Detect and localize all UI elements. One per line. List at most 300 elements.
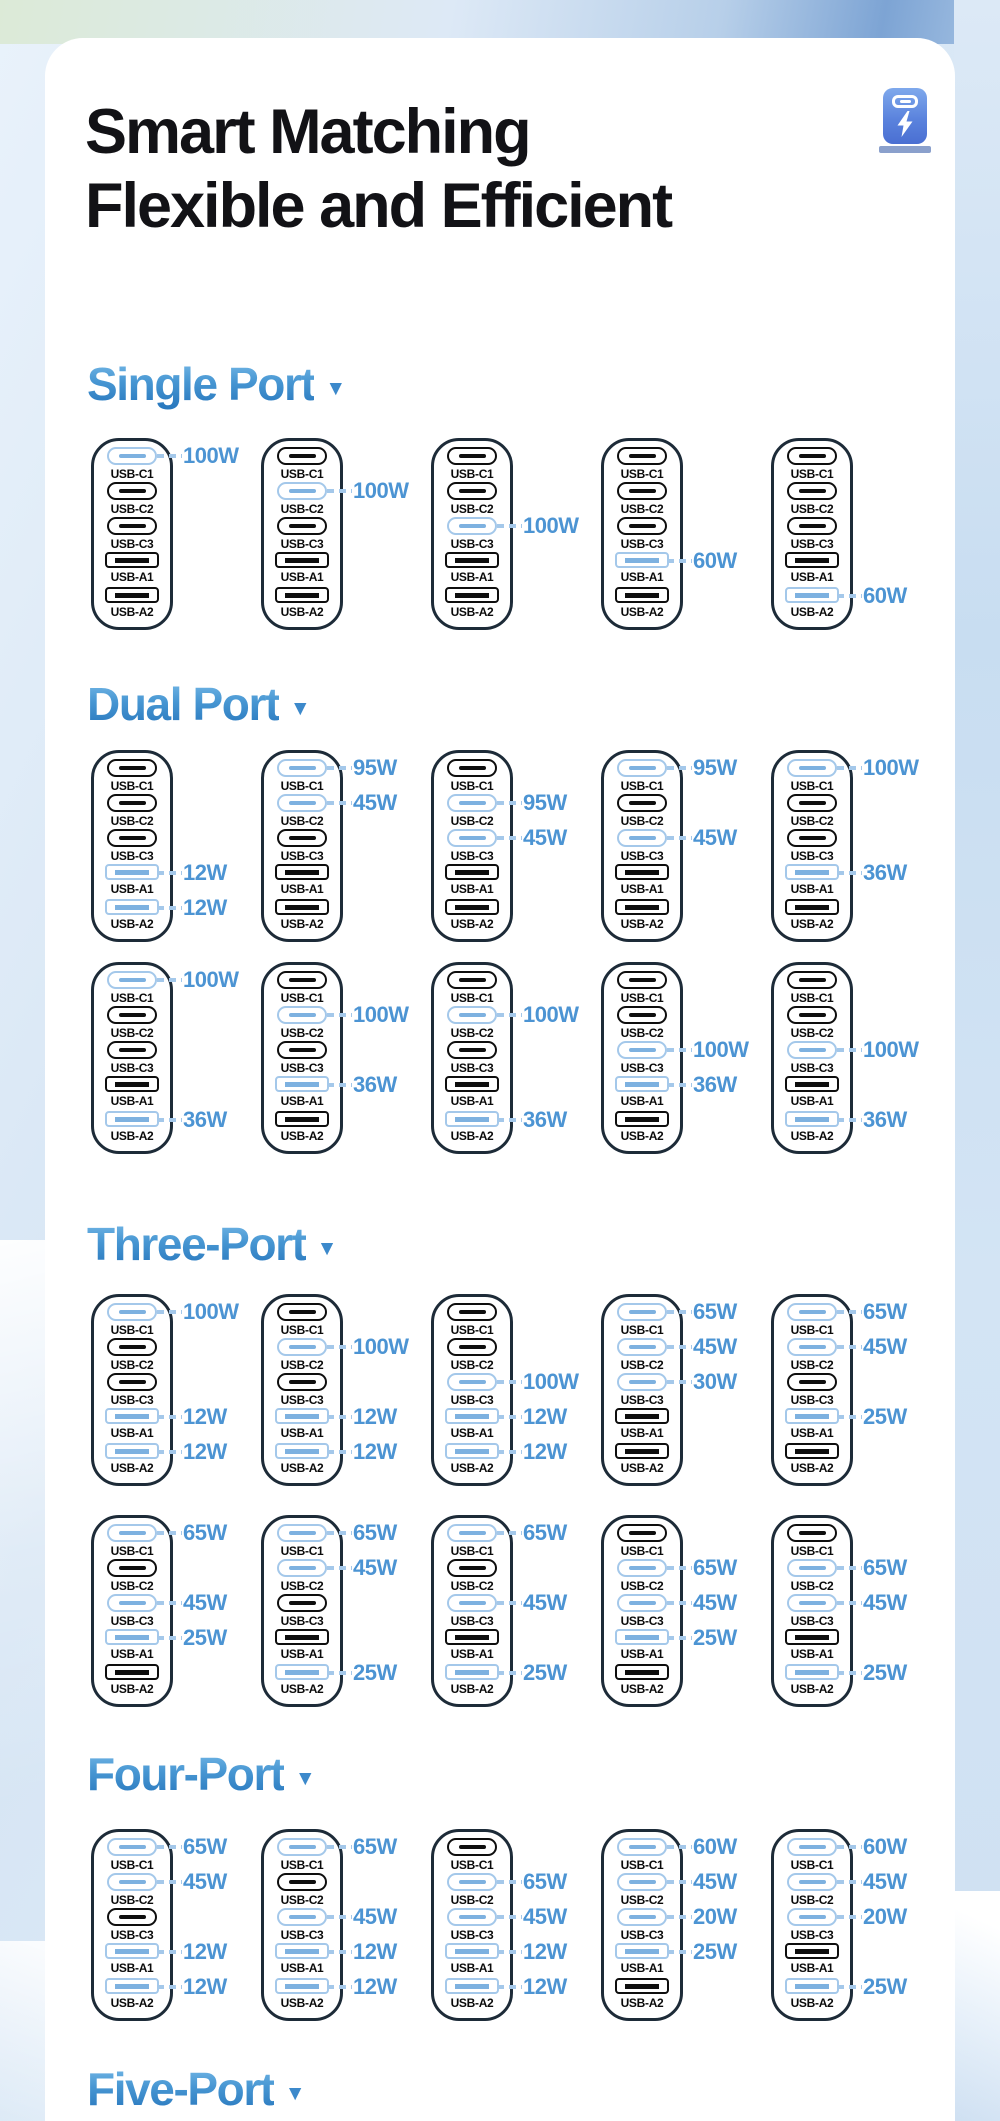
wattage-callout: [837, 1039, 918, 1061]
port-label: USB-A2: [790, 605, 834, 619]
port-usb-c3: [264, 517, 340, 551]
wattage-label: 45W: [693, 1334, 737, 1359]
port-usb-c1: [264, 1303, 340, 1337]
port-label: USB-C1: [280, 1858, 324, 1872]
port-label: USB-A2: [280, 1996, 324, 2010]
usb-c-port-icon: [447, 1041, 497, 1059]
wattage-callout: [667, 1336, 737, 1358]
wattage-callout: [667, 550, 737, 572]
port-label: USB-C3: [790, 1614, 834, 1628]
charger-diagram: [771, 962, 919, 1154]
port-label: USB-C2: [620, 502, 664, 516]
wattage-callout: [157, 1941, 227, 1963]
wattage-label: 65W: [353, 1520, 397, 1545]
port-usb-c3: [434, 513, 579, 551]
usb-c-port-icon: [107, 1338, 157, 1356]
wattage-label: 12W: [353, 1939, 397, 1964]
usb-c-port-icon: [447, 1303, 497, 1321]
port-usb-c3: [774, 1590, 907, 1628]
wattage-label: 65W: [523, 1520, 567, 1545]
port-usb-a1: [94, 1076, 170, 1110]
port-label: USB-A1: [450, 1961, 494, 1975]
port-label: USB-A2: [110, 1129, 154, 1143]
charger-diagram: [431, 1294, 579, 1486]
port-label: USB-C2: [620, 1026, 664, 1040]
port-usb-c2: [604, 1334, 737, 1372]
wattage-callout: [157, 1592, 227, 1614]
usb-c-port-icon: [277, 1041, 327, 1059]
port-usb-c2: [94, 1559, 170, 1593]
port-usb-a1: [604, 864, 680, 898]
usb-a-port-icon: [615, 1978, 669, 1994]
usb-a-port-icon: [105, 899, 159, 915]
usb-c-port-icon: [787, 1559, 837, 1577]
port-usb-c3: [774, 517, 850, 551]
port-usb-c2: [774, 482, 850, 516]
wattage-label: 12W: [523, 1939, 567, 1964]
port-usb-c3: [434, 1590, 567, 1628]
wattage-label: 45W: [863, 1334, 907, 1359]
wattage-callout: [157, 1871, 227, 1893]
port-usb-c1: [434, 1838, 510, 1872]
usb-a-port-icon: [275, 899, 329, 915]
charger-row: [45, 1294, 955, 1486]
usb-a-port-icon: [785, 899, 839, 915]
port-label: USB-A1: [790, 1094, 834, 1108]
dashed-connector: [497, 1880, 522, 1883]
usb-c-port-icon: [787, 1303, 837, 1321]
port-usb-a2: [264, 587, 340, 621]
port-label: USB-C1: [110, 1544, 154, 1558]
port-label: USB-A2: [450, 1461, 494, 1475]
usb-c-port-icon: [447, 1338, 497, 1356]
port-label: USB-C2: [620, 1579, 664, 1593]
dashed-connector: [327, 1845, 352, 1848]
charging-station-icon: [881, 88, 929, 158]
usb-c-port-icon: [107, 1041, 157, 1059]
port-label: USB-C3: [280, 1393, 324, 1407]
port-label: USB-C3: [280, 1614, 324, 1628]
usb-c-port-icon: [787, 1041, 837, 1059]
port-label: USB-C1: [450, 1323, 494, 1337]
wattage-callout: [667, 1836, 737, 1858]
wattage-label: 12W: [353, 1439, 397, 1464]
port-label: USB-C3: [790, 1928, 834, 1942]
port-label: USB-C3: [620, 1928, 664, 1942]
wattage-callout: [327, 1906, 397, 1928]
chevron-down-icon: ▼: [294, 1767, 316, 1790]
wattage-label: 25W: [863, 1404, 907, 1429]
wattage-callout: [497, 1004, 578, 1026]
port-usb-c3: [774, 829, 850, 863]
wattage-callout: [327, 480, 408, 502]
port-label: USB-A1: [450, 570, 494, 584]
section-heading-single-port[interactable]: [87, 355, 346, 413]
port-usb-a1: [774, 1404, 907, 1442]
port-usb-a1: [434, 1076, 510, 1110]
dashed-connector: [837, 1880, 862, 1883]
charger-diagram: [601, 1829, 737, 2021]
wattage-callout: [157, 897, 227, 919]
usb-c-port-icon: [787, 1838, 837, 1856]
port-usb-a2: [434, 1107, 567, 1145]
charger-diagram: [261, 750, 397, 942]
wattage-label: 65W: [863, 1555, 907, 1580]
dashed-connector: [157, 871, 182, 874]
usb-a-port-icon: [445, 1408, 499, 1424]
wattage-callout: [667, 1074, 737, 1096]
port-label: USB-A2: [110, 917, 154, 931]
usb-a-port-icon: [615, 1943, 669, 1959]
charging-station-base: [879, 146, 931, 153]
dashed-connector: [327, 1450, 352, 1453]
wattage-callout: [497, 1662, 567, 1684]
wattage-label: 65W: [693, 1555, 737, 1580]
port-label: USB-C3: [450, 1614, 494, 1628]
usb-c-port-icon: [107, 1373, 157, 1391]
port-usb-a2: [264, 1974, 397, 2012]
usb-a-port-icon: [785, 1978, 839, 1994]
port-label: USB-C3: [620, 537, 664, 551]
wattage-label: 12W: [523, 1404, 567, 1429]
port-label: USB-A2: [620, 917, 664, 931]
wattage-callout: [327, 1441, 397, 1463]
port-label: USB-C2: [790, 502, 834, 516]
port-usb-a1: [94, 860, 227, 898]
usb-a-port-icon: [105, 1664, 159, 1680]
port-label: USB-A1: [110, 882, 154, 896]
port-usb-a2: [604, 899, 680, 933]
usb-a-port-icon: [785, 1111, 839, 1127]
usb-c-port-icon: [107, 1524, 157, 1542]
wattage-label: 100W: [183, 443, 239, 468]
dashed-connector: [157, 906, 182, 909]
usb-c-port-icon: [617, 1908, 667, 1926]
wattage-label: 45W: [183, 1590, 227, 1615]
dashed-connector: [667, 1636, 692, 1639]
usb-a-port-icon: [445, 1943, 499, 1959]
port-label: USB-A2: [280, 1461, 324, 1475]
wattage-callout: [497, 827, 567, 849]
usb-c-port-icon: [617, 971, 667, 989]
section-heading-dual-port[interactable]: [87, 675, 311, 733]
usb-c-port-icon: [277, 1338, 327, 1356]
wattage-label: 36W: [353, 1072, 397, 1097]
dashed-connector: [327, 1345, 352, 1348]
wattage-callout: [157, 1627, 227, 1649]
port-usb-a1: [774, 552, 850, 586]
dashed-connector: [667, 1566, 692, 1569]
dashed-connector: [667, 1310, 692, 1313]
port-label: USB-A1: [280, 1961, 324, 1975]
port-label: USB-C1: [110, 1323, 154, 1337]
port-usb-c2: [94, 1006, 170, 1040]
usb-c-port-icon: [277, 1373, 327, 1391]
port-usb-a1: [774, 860, 907, 898]
chevron-down-icon: ▼: [316, 1237, 338, 1260]
dashed-connector: [497, 836, 522, 839]
dashed-connector: [157, 1950, 182, 1953]
wattage-label: 65W: [183, 1520, 227, 1545]
wattage-label: 60W: [693, 1834, 737, 1859]
wattage-callout: [667, 1592, 737, 1614]
usb-c-port-icon: [107, 1006, 157, 1024]
wattage-label: 12W: [183, 1404, 227, 1429]
wattage-callout: [497, 515, 578, 537]
charger-row: [45, 438, 955, 630]
chevron-down-icon: ▼: [325, 377, 347, 400]
usb-c-port-icon: [447, 1594, 497, 1612]
wattage-label: 36W: [183, 1107, 227, 1132]
section-heading-label: Four-Port: [87, 1748, 284, 1800]
wattage-label: 100W: [353, 1334, 409, 1359]
wattage-callout: [837, 1592, 907, 1614]
port-usb-a2: [604, 587, 680, 621]
port-usb-a2: [264, 1439, 397, 1477]
usb-a-port-icon: [785, 1408, 839, 1424]
wattage-label: 45W: [693, 825, 737, 850]
wattage-callout: [497, 1871, 567, 1893]
port-usb-a2: [264, 1111, 340, 1145]
charger-diagram: [91, 1294, 239, 1486]
port-usb-a1: [774, 1076, 850, 1110]
port-label: USB-C1: [790, 991, 834, 1005]
port-label: USB-C1: [280, 1323, 324, 1337]
charger-diagram: [431, 438, 579, 630]
port-label: USB-A2: [620, 1129, 664, 1143]
port-label: USB-A1: [110, 1647, 154, 1661]
section-heading-label: Five-Port: [87, 2063, 274, 2115]
charger-diagram: [771, 1829, 907, 2021]
port-label: USB-C3: [620, 849, 664, 863]
usb-a-port-icon: [785, 1443, 839, 1459]
port-usb-c1: [604, 755, 737, 793]
dashed-connector: [497, 524, 522, 527]
port-label: USB-A2: [110, 1461, 154, 1475]
port-label: USB-C2: [110, 1893, 154, 1907]
port-usb-a2: [94, 895, 227, 933]
usb-a-port-icon: [105, 587, 159, 603]
dashed-connector: [157, 1310, 182, 1313]
wattage-callout: [157, 1522, 227, 1544]
port-label: USB-A2: [450, 1996, 494, 2010]
wattage-label: 12W: [183, 1974, 227, 1999]
dashed-connector: [667, 559, 692, 562]
background-right-strip: [954, 0, 1000, 2121]
wattage-label: 65W: [183, 1834, 227, 1859]
dashed-connector: [667, 1845, 692, 1848]
usb-c-port-icon: [447, 517, 497, 535]
port-label: USB-C2: [280, 1358, 324, 1372]
port-label: USB-C3: [450, 1928, 494, 1942]
dashed-connector: [837, 1601, 862, 1604]
wattage-label: 36W: [863, 860, 907, 885]
dashed-connector: [497, 1013, 522, 1016]
port-label: USB-A2: [280, 1682, 324, 1696]
port-label: USB-C2: [620, 1893, 664, 1907]
usb-a-port-icon: [785, 1943, 839, 1959]
usb-c-port-icon: [107, 1873, 157, 1891]
wattage-callout: [157, 1406, 227, 1428]
port-usb-c3: [264, 829, 340, 863]
wattage-callout: [157, 862, 227, 884]
usb-c-port-icon: [787, 447, 837, 465]
port-usb-c3: [604, 825, 737, 863]
wattage-callout: [837, 585, 907, 607]
port-label: USB-C1: [620, 991, 664, 1005]
wattage-label: 25W: [183, 1625, 227, 1650]
dashed-connector: [157, 978, 182, 981]
background-left-streak: [0, 1240, 48, 1800]
port-usb-c2: [94, 1869, 227, 1907]
dashed-connector: [667, 1880, 692, 1883]
usb-a-port-icon: [275, 1076, 329, 1092]
port-label: USB-C2: [110, 814, 154, 828]
usb-c-port-icon: [277, 971, 327, 989]
port-usb-a2: [434, 1660, 567, 1698]
page-title-line1: Smart Matching: [85, 97, 530, 167]
usb-a-port-icon: [615, 1408, 669, 1424]
port-label: USB-C2: [790, 1358, 834, 1372]
wattage-callout: [327, 1941, 397, 1963]
wattage-label: 45W: [523, 1904, 567, 1929]
usb-a-port-icon: [445, 864, 499, 880]
wattage-label: 25W: [353, 1660, 397, 1685]
wattage-callout: [837, 1109, 907, 1131]
dashed-connector: [837, 1345, 862, 1348]
port-label: USB-C3: [110, 1614, 154, 1628]
port-usb-c2: [434, 1559, 510, 1593]
usb-c-port-icon: [277, 1594, 327, 1612]
wattage-label: 65W: [693, 1299, 737, 1324]
usb-a-port-icon: [275, 1943, 329, 1959]
background-bottom-right-streak: [954, 1891, 1000, 2121]
charger-diagram: [601, 1294, 737, 1486]
charging-station-body: [883, 88, 927, 144]
port-usb-c1: [264, 755, 397, 793]
port-usb-a1: [94, 552, 170, 586]
port-usb-c2: [264, 478, 409, 516]
port-label: USB-C1: [450, 1544, 494, 1558]
usb-a-port-icon: [785, 1629, 839, 1645]
section-heading-five-port[interactable]: [87, 2060, 306, 2118]
port-usb-c1: [604, 1299, 737, 1337]
port-usb-c1: [264, 971, 340, 1005]
port-usb-c1: [774, 1834, 907, 1872]
usb-a-port-icon: [445, 1978, 499, 1994]
dashed-connector: [667, 1950, 692, 1953]
port-usb-a1: [604, 1408, 680, 1442]
port-label: USB-C2: [110, 502, 154, 516]
port-label: USB-A2: [620, 605, 664, 619]
port-usb-a1: [774, 1629, 850, 1663]
usb-c-port-icon: [277, 517, 327, 535]
wattage-label: 60W: [863, 1834, 907, 1859]
port-label: USB-A2: [620, 1682, 664, 1696]
charger-diagram: [431, 1829, 567, 2021]
usb-c-port-icon: [447, 794, 497, 812]
port-usb-c1: [434, 1303, 510, 1337]
wattage-label: 36W: [523, 1107, 567, 1132]
wattage-callout: [327, 792, 397, 814]
port-usb-a1: [604, 1939, 737, 1977]
usb-c-port-icon: [277, 447, 327, 465]
port-usb-c3: [774, 1373, 850, 1407]
wattage-callout: [497, 1109, 567, 1131]
port-label: USB-C1: [280, 467, 324, 481]
wattage-label: 30W: [693, 1369, 737, 1394]
usb-a-port-icon: [445, 1664, 499, 1680]
port-label: USB-A1: [450, 882, 494, 896]
wattage-callout: [837, 1976, 907, 1998]
usb-a-port-icon: [615, 587, 669, 603]
port-usb-c3: [434, 825, 567, 863]
port-label: USB-C3: [280, 1928, 324, 1942]
usb-c-port-icon: [787, 759, 837, 777]
port-usb-c1: [604, 971, 680, 1005]
port-label: USB-C2: [790, 1026, 834, 1040]
port-usb-c3: [264, 1373, 340, 1407]
wattage-label: 95W: [523, 790, 567, 815]
port-usb-a2: [434, 587, 510, 621]
port-usb-c2: [94, 1338, 170, 1372]
port-usb-a1: [94, 1404, 227, 1442]
usb-c-port-icon: [447, 759, 497, 777]
usb-a-port-icon: [445, 1076, 499, 1092]
port-usb-a1: [604, 1072, 737, 1110]
dashed-connector: [667, 1915, 692, 1918]
charger-diagram: [771, 750, 919, 942]
charger-diagram: [601, 438, 737, 630]
dashed-connector: [837, 1845, 862, 1848]
port-usb-a2: [94, 1664, 170, 1698]
charger-diagram: [91, 962, 239, 1154]
port-usb-a2: [94, 1974, 227, 2012]
dashed-connector: [157, 1845, 182, 1848]
dashed-connector: [497, 1380, 522, 1383]
wattage-label: 100W: [353, 1002, 409, 1027]
usb-c-port-icon: [787, 482, 837, 500]
port-usb-a2: [434, 1439, 567, 1477]
port-usb-c3: [94, 829, 170, 863]
charger-diagram: [261, 438, 409, 630]
wattage-label: 45W: [353, 1904, 397, 1929]
section-heading-four-port[interactable]: [87, 1745, 316, 1803]
usb-a-port-icon: [445, 1443, 499, 1459]
usb-a-port-icon: [445, 1629, 499, 1645]
port-usb-c1: [774, 971, 850, 1005]
port-label: USB-A2: [790, 1996, 834, 2010]
port-label: USB-C3: [450, 537, 494, 551]
port-label: USB-C1: [620, 1858, 664, 1872]
port-label: USB-A1: [620, 1426, 664, 1440]
port-label: USB-A1: [790, 1647, 834, 1661]
usb-a-port-icon: [275, 1978, 329, 1994]
usb-a-port-icon: [275, 864, 329, 880]
usb-c-port-icon: [617, 517, 667, 535]
dashed-connector: [157, 1415, 182, 1418]
wattage-callout: [667, 1627, 737, 1649]
usb-a-port-icon: [785, 1076, 839, 1092]
usb-a-port-icon: [615, 1111, 669, 1127]
usb-c-port-icon: [107, 482, 157, 500]
usb-c-port-icon: [107, 1303, 157, 1321]
usb-a-port-icon: [445, 587, 499, 603]
port-label: USB-C1: [620, 1323, 664, 1337]
section-heading-three-port[interactable]: [87, 1215, 337, 1273]
port-usb-c2: [434, 790, 567, 828]
wattage-callout: [667, 1941, 737, 1963]
